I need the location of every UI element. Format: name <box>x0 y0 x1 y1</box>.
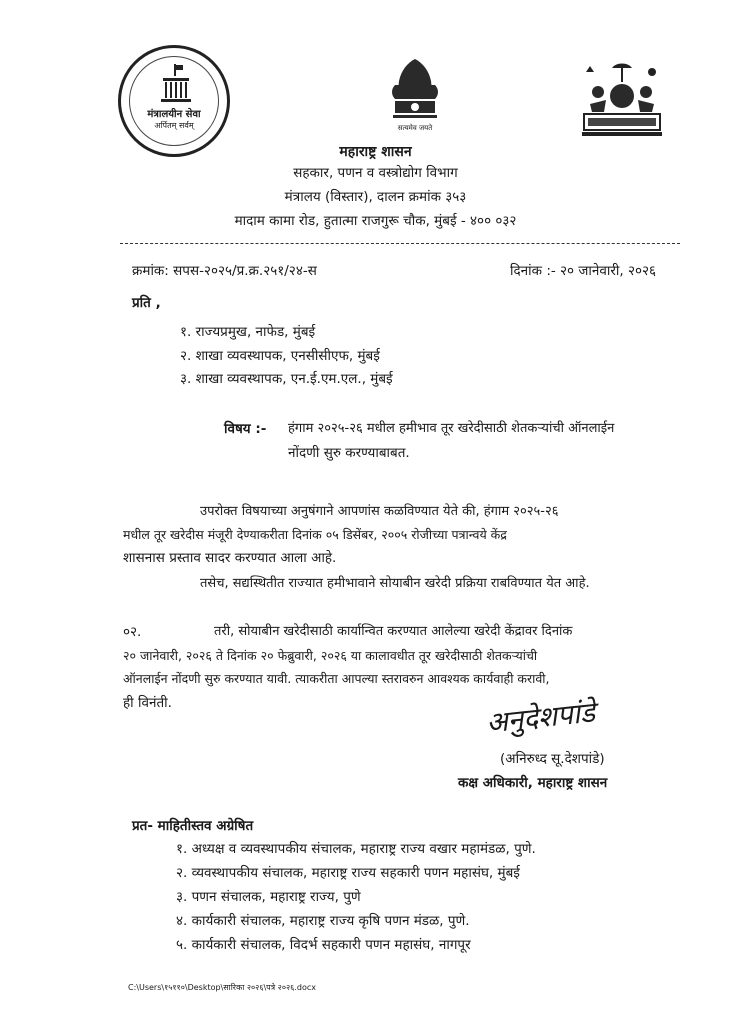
signatory-designation: कक्ष अधिकारी, महाराष्ट्र शासन <box>458 775 608 791</box>
recipient-3: ३. शाखा व्यवस्थापक, एन.ई.एम.एल., मुंबई <box>180 371 393 387</box>
office-address-line1: मंत्रालय (विस्तार), दालन क्रमांक ३५३ <box>284 189 467 205</box>
copy-recipient-5: ५. कार्यकारी संचालक, विदर्भ सहकारी पणन महासंघ, नागपूर <box>176 937 471 953</box>
body-para2-line4: ही विनंती. <box>123 695 172 711</box>
signatory-name: (अनिरुध्द सू.देशपांडे) <box>500 751 605 767</box>
copy-label: प्रत- माहितीस्तव अग्रेषित <box>132 818 254 834</box>
subject-line2: नोंदणी सुरु करण्याबाबत. <box>288 445 410 461</box>
office-address-line2: मादाम कामा रोड, हुतात्मा राजगुरू चौक, मुंबई - ४०० ०३२ <box>234 213 517 229</box>
body-para1-line1: उपरोक्त विषयाच्या अनुषंगाने आपणांस कळविण्यात येते की, हंगाम २०२५-२६ <box>200 504 559 519</box>
letter-date: दिनांक :- २० जानेवारी, २०२६ <box>510 263 657 279</box>
copy-recipient-3: ३. पणन संचालक, महाराष्ट्र राज्य, पुणे <box>176 889 361 905</box>
copy-recipient-2: २. व्यवस्थापकीय संचालक, महाराष्ट्र राज्य सहकारी पणन महासंघ, मुंबई <box>176 865 520 881</box>
body-para2-line3: ऑनलाईन नोंदणी सुरु करण्यात यावी. त्याकरीता आपल्या स्तरावरुन आवश्यक कार्यवाही करावी, <box>123 671 550 686</box>
body-para2-line1: तरी, सोयाबीन खरेदीसाठी कार्यान्वित करण्यात आलेल्या खरेदी केंद्रावर दिनांक <box>214 624 573 639</box>
logo-text: मंत्रालयीन सेवा <box>147 109 201 120</box>
para2-number: ०२. <box>123 624 142 640</box>
building-icon <box>159 62 193 104</box>
recipient-2: २. शाखा व्यवस्थापक, एनसीसीएफ, मुंबई <box>180 348 380 364</box>
body-para1-line4: तसेच, सद्यस्थितीत राज्यात हमीभावाने सोयाबीन खरेदी प्रक्रिया राबविण्यात येत आहे. <box>200 576 590 591</box>
reference-number: क्रमांक: सपस-२०२५/प्र.क्र.२५१/२४-स <box>132 263 317 279</box>
department-name: सहकार, पणन व वस्त्रोद्योग विभाग <box>293 165 458 181</box>
cooperative-emblem-icon <box>578 60 666 140</box>
to-label: प्रति , <box>132 295 161 311</box>
org-name: महाराष्ट्र शासन <box>339 144 412 160</box>
body-para1-line2: मधील तूर खरेदीस मंजूरी देण्याकरीता दिनांक ०५ डिसेंबर, २००५ रोजीच्या पत्रान्वये केंद्र <box>123 527 507 542</box>
signature: अनुदेशपांडे <box>484 695 597 740</box>
copy-recipient-1: १. अध्यक्ष व व्यवस्थापकीय संचालक, महाराष्ट्र राज्य वखार महामंडळ, पुणे. <box>176 841 536 857</box>
file-path: C:\Users\१५११०\Desktop\सारिका २०२६\पत्रे २०२६.docx <box>128 983 316 992</box>
emblem-caption: सत्यमेव जयते <box>397 124 433 132</box>
logo-motto: अर्पितम् सर्वम् <box>154 121 194 130</box>
subject-label: विषय :- <box>224 421 267 437</box>
header-divider <box>120 243 680 244</box>
body-para1-line3: शासनास प्रस्ताव सादर करण्यात आला आहे. <box>123 550 337 566</box>
subject-line1: हंगाम २०२५-२६ मधील हमीभाव तूर खरेदीसाठी शेतकऱ्यांची ऑनलाईन <box>288 421 615 436</box>
recipient-1: १. राज्यप्रमुख, नाफेड, मुंबई <box>180 324 316 340</box>
body-para2-line2: २० जानेवारी, २०२६ ते दिनांक २० फेब्रुवारी, २०२६ या कालावधीत तूर खरेदीसाठी शेतकऱ्यांची <box>123 648 538 663</box>
copy-recipient-4: ४. कार्यकारी संचालक, महाराष्ट्र राज्य कृषि पणन मंडळ, पुणे. <box>176 913 470 929</box>
